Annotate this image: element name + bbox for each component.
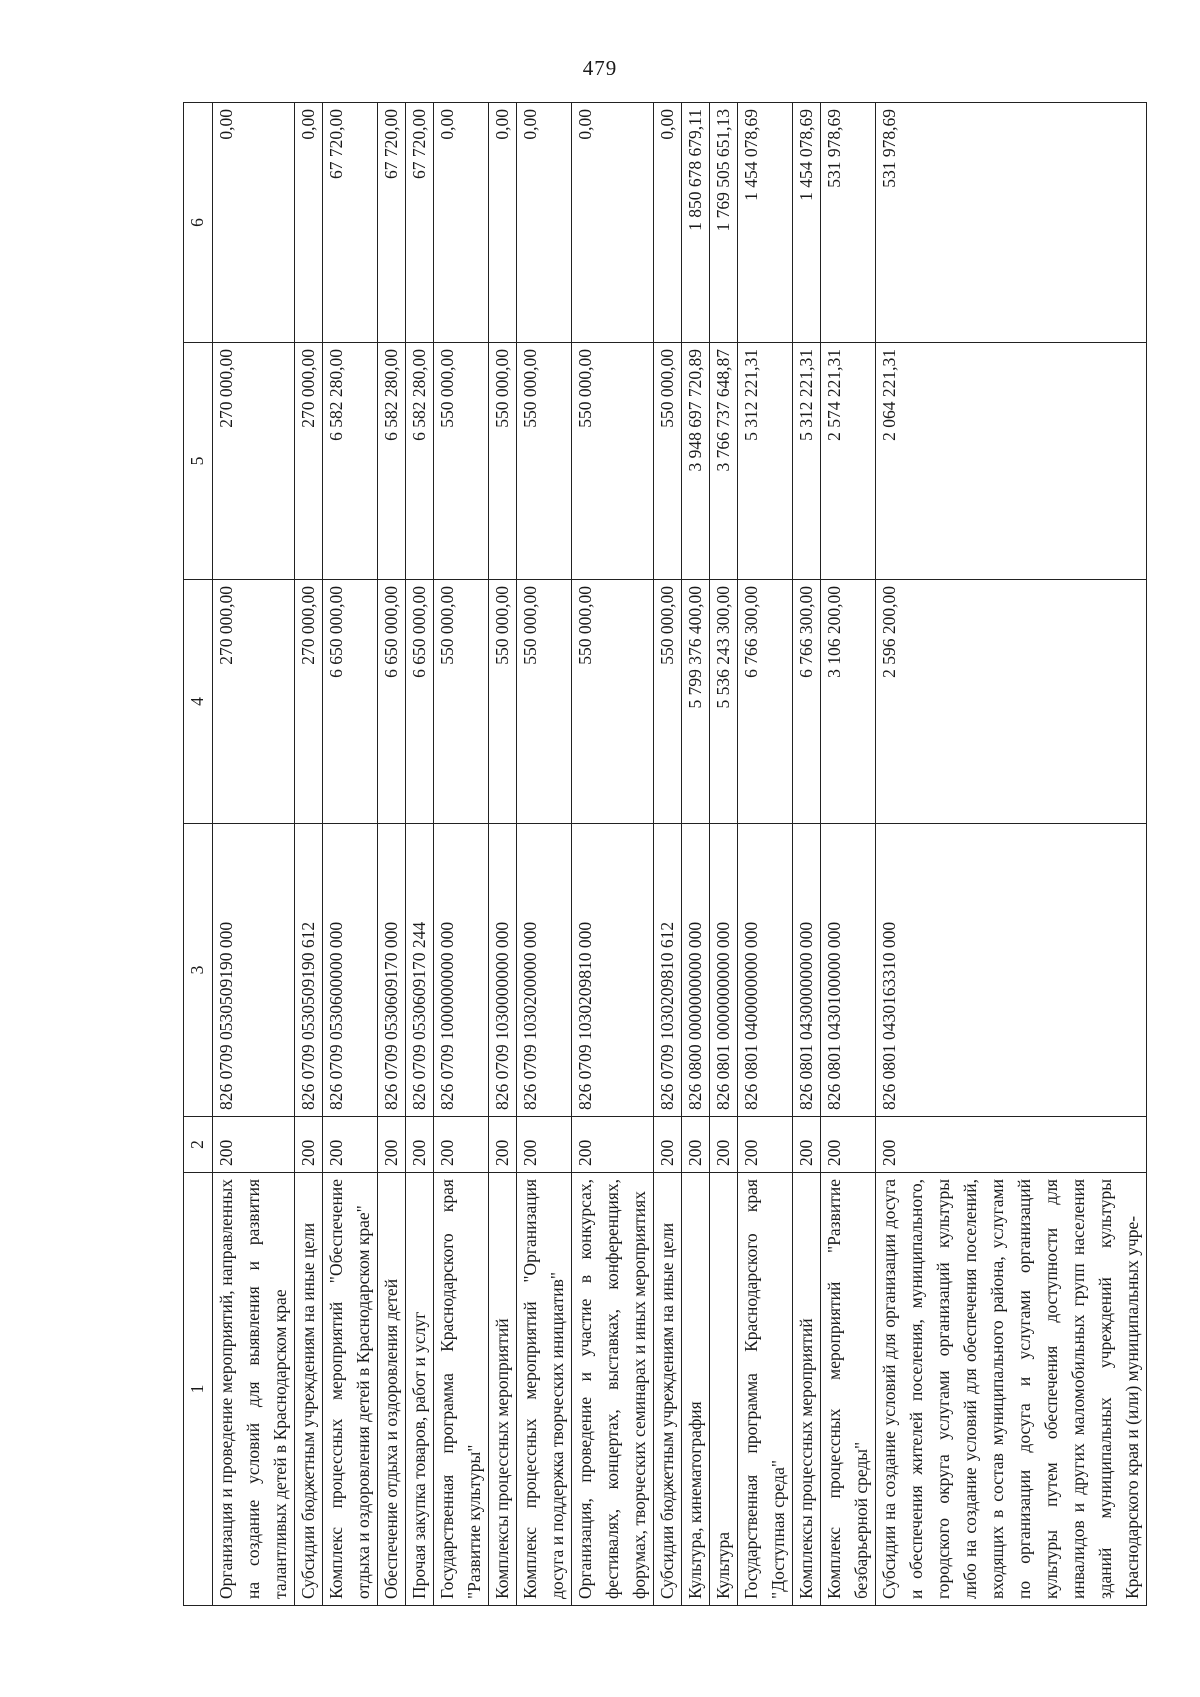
table-row — [213, 103, 295, 1606]
row-budget-code: 826 0801 0400000000 000 — [738, 824, 793, 1117]
col-header-6: 6 — [184, 103, 213, 343]
row-description: Комплекс процессных мероприятий "Обеспечение отдыха и оздоровления детей в Краснодарском крае" — [323, 1173, 378, 1606]
row-value-4: 270 000,00 — [295, 580, 323, 824]
row-column-2: 200 — [821, 1117, 876, 1173]
row-value-5: 550 000,00 — [654, 343, 682, 580]
row-value-6: 67 720,00 — [406, 103, 434, 343]
row-value-4: 550 000,00 — [572, 580, 654, 824]
row-description: Организация, проведение и участие в конкурсах, фестивалях, концертах, выставках, конференциях, форумах, творческих семинарах и иных мероприятиях — [572, 1173, 654, 1606]
row-description: Субсидии на создание условий для организации досуга и обеспечения жителей поселения, муниципального, городского округа услугами организаций культуры либо на создание условий для обеспечения поселений, входящих в состав муниципального района, услугами по организации досуга и услугами организаций культуры путем обеспечения доступности для инвалидов и других маломобильных групп населения зданий муниципальных учреждений культуры Краснодарского края и (или) муниципальных учре- — [876, 1173, 1147, 1606]
row-column-2: 200 — [793, 1117, 821, 1173]
row-column-2: 200 — [323, 1117, 378, 1173]
table-row — [323, 103, 378, 1606]
row-description: Субсидии бюджетным учреждениям на иные цели — [654, 1173, 682, 1606]
row-description: Прочая закупка товаров, работ и услуг — [406, 1173, 434, 1606]
row-budget-code: 826 0709 1030209810 000 — [572, 824, 654, 1117]
row-budget-code: 826 0709 1030000000 000 — [489, 824, 517, 1117]
row-value-4: 5 536 243 300,00 — [710, 580, 738, 824]
row-value-5: 6 582 280,00 — [323, 343, 378, 580]
row-description: Комплексы процессных мероприятий — [489, 1173, 517, 1606]
row-value-6: 0,00 — [654, 103, 682, 343]
col-header-5: 5 — [184, 343, 213, 580]
row-description: Государственная программа Краснодарского края "Доступная среда" — [738, 1173, 793, 1606]
row-value-6: 0,00 — [489, 103, 517, 343]
row-description: Государственная программа Краснодарского края "Развитие культуры" — [434, 1173, 489, 1606]
row-value-6: 1 769 505 651,13 — [710, 103, 738, 343]
col-header-1: 1 — [184, 1173, 213, 1606]
row-column-2: 200 — [378, 1117, 406, 1173]
row-budget-code: 826 0801 0430100000 000 — [821, 824, 876, 1117]
row-value-6: 67 720,00 — [323, 103, 378, 343]
row-description: Комплексы процессных мероприятий — [793, 1173, 821, 1606]
table-row — [821, 103, 876, 1606]
row-value-5: 550 000,00 — [517, 343, 572, 580]
row-budget-code: 826 0709 0530509190 612 — [295, 824, 323, 1117]
table-row — [406, 103, 434, 1606]
table-row — [572, 103, 654, 1606]
row-column-2: 200 — [406, 1117, 434, 1173]
row-value-4: 3 106 200,00 — [821, 580, 876, 824]
row-description: Комплекс процессных мероприятий "Организация досуга и поддержка творческих инициатив" — [517, 1173, 572, 1606]
row-budget-code: 826 0709 1030209810 612 — [654, 824, 682, 1117]
row-column-2: 200 — [295, 1117, 323, 1173]
table-row — [517, 103, 572, 1606]
row-value-4: 6 650 000,00 — [378, 580, 406, 824]
row-value-5: 550 000,00 — [434, 343, 489, 580]
row-value-5: 2 574 221,31 — [821, 343, 876, 580]
row-value-6: 0,00 — [213, 103, 295, 343]
row-column-2: 200 — [489, 1117, 517, 1173]
row-description: Организация и проведение мероприятий, направленных на создание условий для выявления и развития талантливых детей в Краснодарском крае — [213, 1173, 295, 1606]
row-value-4: 6 766 300,00 — [738, 580, 793, 824]
row-budget-code: 826 0709 1000000000 000 — [434, 824, 489, 1117]
row-value-4: 550 000,00 — [654, 580, 682, 824]
row-value-5: 3 948 697 720,89 — [682, 343, 710, 580]
row-description: Культура — [710, 1173, 738, 1606]
row-budget-code: 826 0801 0000000000 000 — [710, 824, 738, 1117]
row-value-5: 5 312 221,31 — [793, 343, 821, 580]
row-value-4: 5 799 376 400,00 — [682, 580, 710, 824]
table-header-row — [184, 103, 213, 1606]
row-value-6: 0,00 — [517, 103, 572, 343]
row-column-2: 200 — [434, 1117, 489, 1173]
col-header-2: 2 — [184, 1117, 213, 1173]
row-column-2: 200 — [682, 1117, 710, 1173]
rotated-table-container — [183, 103, 1142, 1606]
row-value-6: 531 978,69 — [876, 103, 1147, 343]
row-column-2: 200 — [654, 1117, 682, 1173]
row-budget-code: 826 0801 0430163310 000 — [876, 824, 1147, 1117]
table-row — [489, 103, 517, 1606]
row-value-5: 6 582 280,00 — [406, 343, 434, 580]
table-row — [738, 103, 793, 1606]
row-value-6: 1 454 078,69 — [738, 103, 793, 343]
row-value-6: 67 720,00 — [378, 103, 406, 343]
row-value-5: 3 766 737 648,87 — [710, 343, 738, 580]
row-budget-code: 826 0709 0530509190 000 — [213, 824, 295, 1117]
table-row — [654, 103, 682, 1606]
row-value-4: 550 000,00 — [434, 580, 489, 824]
row-column-2: 200 — [572, 1117, 654, 1173]
row-value-5: 550 000,00 — [489, 343, 517, 580]
row-budget-code: 826 0709 0530609170 244 — [406, 824, 434, 1117]
row-value-5: 270 000,00 — [213, 343, 295, 580]
row-value-4: 6 650 000,00 — [323, 580, 378, 824]
row-value-6: 1 850 678 679,11 — [682, 103, 710, 343]
page-number: 479 — [582, 56, 618, 80]
row-value-4: 2 596 200,00 — [876, 580, 1147, 824]
budget-table — [183, 102, 1147, 1606]
row-description: Субсидии бюджетным учреждениям на иные цели — [295, 1173, 323, 1606]
row-budget-code: 826 0709 0530609170 000 — [378, 824, 406, 1117]
row-column-2: 200 — [876, 1117, 1147, 1173]
row-value-5: 2 064 221,31 — [876, 343, 1147, 580]
col-header-4: 4 — [184, 580, 213, 824]
table-row — [793, 103, 821, 1606]
table-row — [710, 103, 738, 1606]
table-row — [295, 103, 323, 1606]
table-row — [876, 103, 1147, 1606]
row-value-4: 270 000,00 — [213, 580, 295, 824]
row-budget-code: 826 0800 0000000000 000 — [682, 824, 710, 1117]
row-description: Обеспечение отдыха и оздоровления детей — [378, 1173, 406, 1606]
table-row — [378, 103, 406, 1606]
row-value-6: 0,00 — [572, 103, 654, 343]
row-value-5: 550 000,00 — [572, 343, 654, 580]
row-value-6: 531 978,69 — [821, 103, 876, 343]
row-value-5: 270 000,00 — [295, 343, 323, 580]
row-value-6: 0,00 — [434, 103, 489, 343]
row-column-2: 200 — [738, 1117, 793, 1173]
row-value-6: 0,00 — [295, 103, 323, 343]
row-description: Культура, кинематография — [682, 1173, 710, 1606]
row-value-4: 550 000,00 — [489, 580, 517, 824]
row-description: Комплекс процессных мероприятий "Развитие безбарьерной среды" — [821, 1173, 876, 1606]
table-row — [434, 103, 489, 1606]
table-row — [682, 103, 710, 1606]
row-value-5: 5 312 221,31 — [738, 343, 793, 580]
row-value-4: 6 766 300,00 — [793, 580, 821, 824]
row-value-5: 6 582 280,00 — [378, 343, 406, 580]
row-budget-code: 826 0709 1030200000 000 — [517, 824, 572, 1117]
row-value-4: 550 000,00 — [517, 580, 572, 824]
row-value-6: 1 454 078,69 — [793, 103, 821, 343]
row-value-4: 6 650 000,00 — [406, 580, 434, 824]
row-budget-code: 826 0709 0530600000 000 — [323, 824, 378, 1117]
row-column-2: 200 — [213, 1117, 295, 1173]
col-header-3: 3 — [184, 824, 213, 1117]
row-budget-code: 826 0801 0430000000 000 — [793, 824, 821, 1117]
row-column-2: 200 — [517, 1117, 572, 1173]
row-column-2: 200 — [710, 1117, 738, 1173]
